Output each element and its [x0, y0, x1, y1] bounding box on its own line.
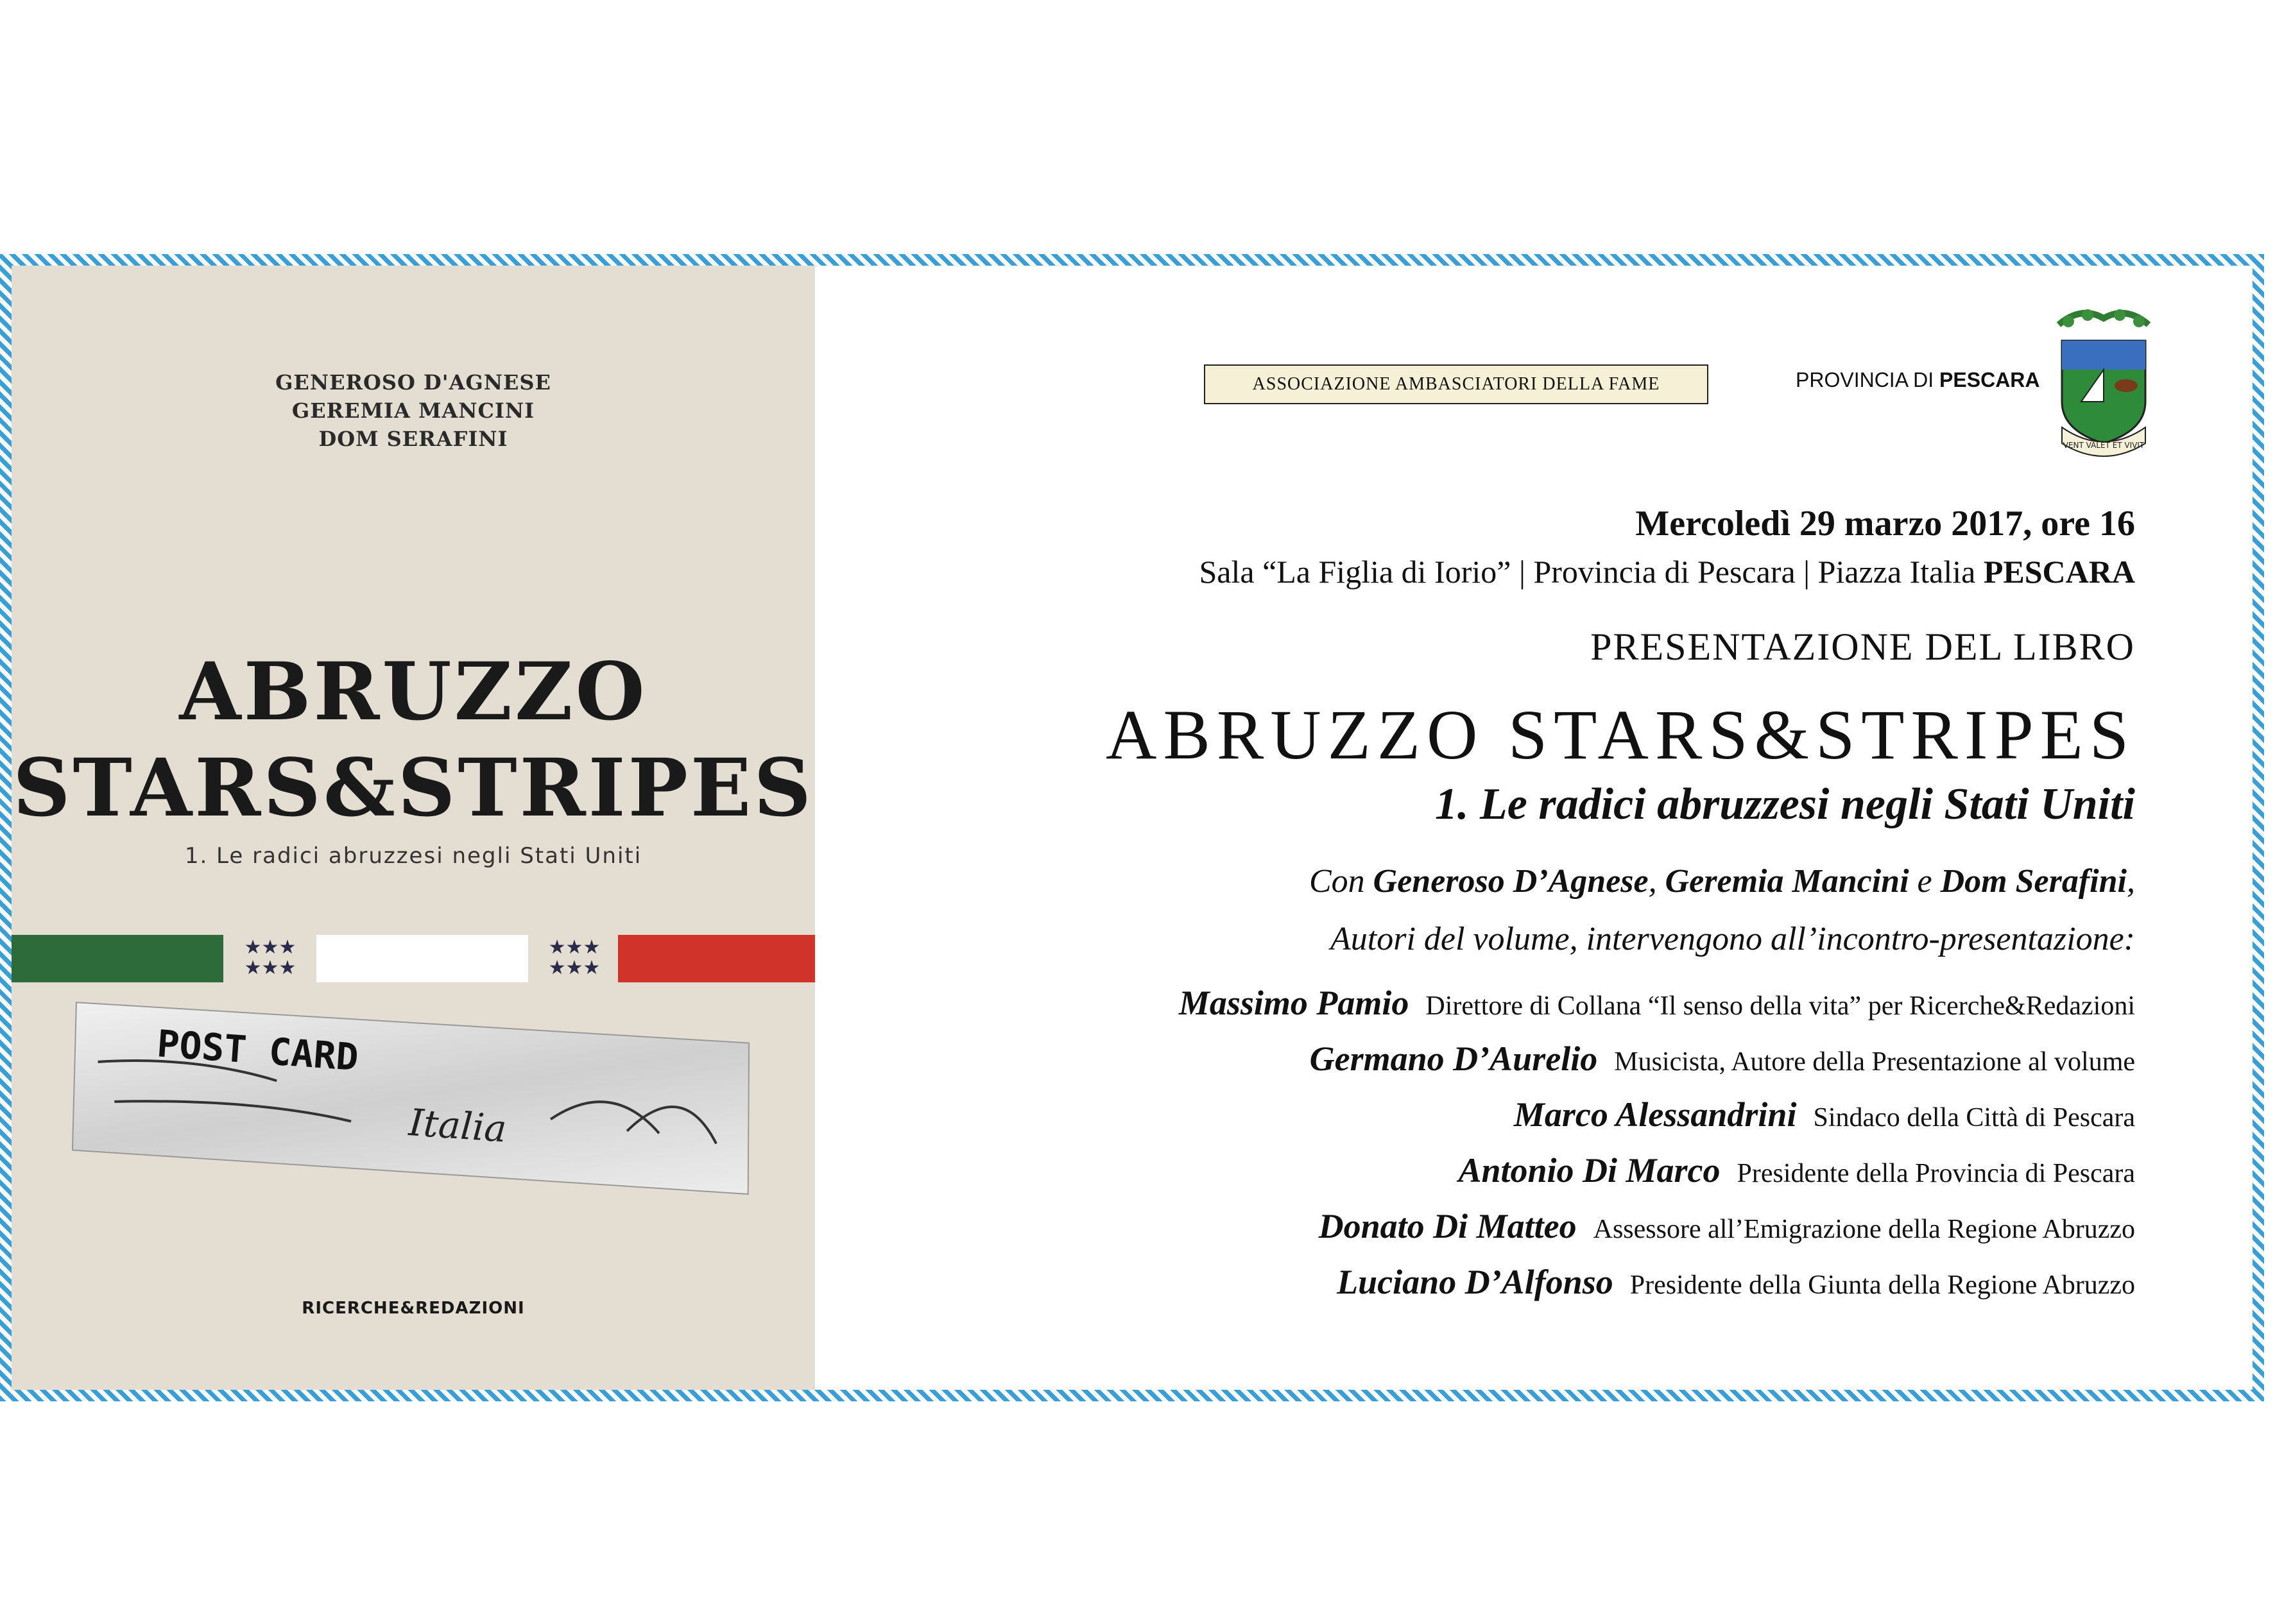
authors-line [1309, 862, 2135, 900]
flag-green-stripe [12, 935, 223, 982]
cover-subtitle: 1. Le radici abruzzesi negli Stati Uniti [184, 843, 642, 869]
speaker-name: Massimo Pamio [1178, 984, 1409, 1022]
speaker-name: Donato Di Matteo [1318, 1207, 1577, 1245]
separator: , [2127, 863, 2135, 900]
cover-title-line: ABRUZZO [179, 645, 648, 739]
book-cover [12, 266, 815, 1390]
speaker-name: Antonio Di Marco [1458, 1151, 1721, 1190]
speaker-name: Marco Alessandrini [1513, 1095, 1797, 1134]
venue-city: PESCARA [1983, 554, 2135, 590]
speaker-row [1310, 1039, 2135, 1079]
postcard-stamp-text: POST CARD [155, 1021, 360, 1080]
speaker-role: Direttore di Collana “Il senso della vita” per Ricerche&Redazioni [1425, 991, 2135, 1021]
postcard-script-text: Italia [407, 1100, 508, 1151]
venue-text: Sala “La Figlia di Iorio” | Provincia di Pescara | Piazza Italia [1199, 554, 1984, 590]
province-name: PESCARA [1939, 368, 2040, 391]
cover-publisher: RICERCHE&REDAZIONI [302, 1299, 525, 1318]
postcard-image [59, 989, 762, 1204]
speaker-name: Germano D’Aurelio [1309, 1039, 1598, 1078]
cover-title [12, 644, 815, 837]
author-name: Dom Serafini [1940, 863, 2127, 900]
cover-author: GEREMIA MANCINI [291, 398, 535, 423]
cover-author: GENEROSO D'AGNESE [275, 370, 551, 395]
italian-flag-band [12, 935, 815, 982]
cover-title-line: STARS&STRIPES [13, 742, 814, 835]
author-name: Generoso D’Agnese [1373, 863, 1649, 900]
event-venue [1199, 553, 2135, 590]
invitation-card [0, 254, 2264, 1401]
presentation-heading: PRESENTAZIONE DEL LIBRO [1590, 626, 2135, 668]
speaker-role: Presidente della Giunta della Regione Abruzzo [1629, 1270, 2135, 1300]
speaker-row [1514, 1095, 2135, 1134]
province-crest-icon [2043, 305, 2165, 459]
flag-red-stripe [618, 935, 815, 982]
flag-white-stripe [316, 935, 528, 982]
speaker-role: Assessore all’Emigrazione della Regione Abruzzo [1593, 1215, 2135, 1244]
separator: e [1909, 863, 1941, 900]
speaker-role: Presidente della Provincia di Pescara [1737, 1159, 2135, 1188]
crest-motto: VENT VALET ET VIVIT [2063, 441, 2145, 450]
book-title: ABRUZZO STARS&STRIPES [1106, 696, 2135, 774]
speaker-row [1319, 1206, 2135, 1246]
speaker-row [1337, 1262, 2135, 1302]
speaker-role: Musicista, Autore della Presentazione al volume [1614, 1047, 2135, 1077]
event-date: Mercoledì 29 marzo 2017, ore 16 [1635, 504, 2135, 543]
author-name: Geremia Mancini [1665, 863, 1909, 900]
stars-icon: ★★★ ★★★ [244, 936, 296, 979]
con-prefix: Con [1309, 863, 1373, 900]
cover-authors [12, 368, 815, 453]
speaker-row [1458, 1150, 2135, 1190]
stars-icon: ★★★ ★★★ [548, 936, 601, 979]
autori-line: Autori del volume, intervengono all’incontro-presentazione: [1330, 921, 2135, 957]
separator: , [1648, 863, 1665, 900]
province-label [1796, 368, 2040, 392]
cover-author: DOM SERAFINI [318, 427, 508, 451]
speaker-row [1179, 983, 2135, 1023]
book-subtitle: 1. Le radici abruzzesi negli Stati Uniti [1435, 780, 2135, 829]
association-badge: ASSOCIAZIONE AMBASCIATORI DELLA FAME [1204, 364, 1708, 404]
speaker-name: Luciano D’Alfonso [1337, 1263, 1613, 1301]
province-prefix: PROVINCIA DI [1796, 368, 1940, 391]
speaker-role: Sindaco della Città di Pescara [1813, 1103, 2135, 1133]
